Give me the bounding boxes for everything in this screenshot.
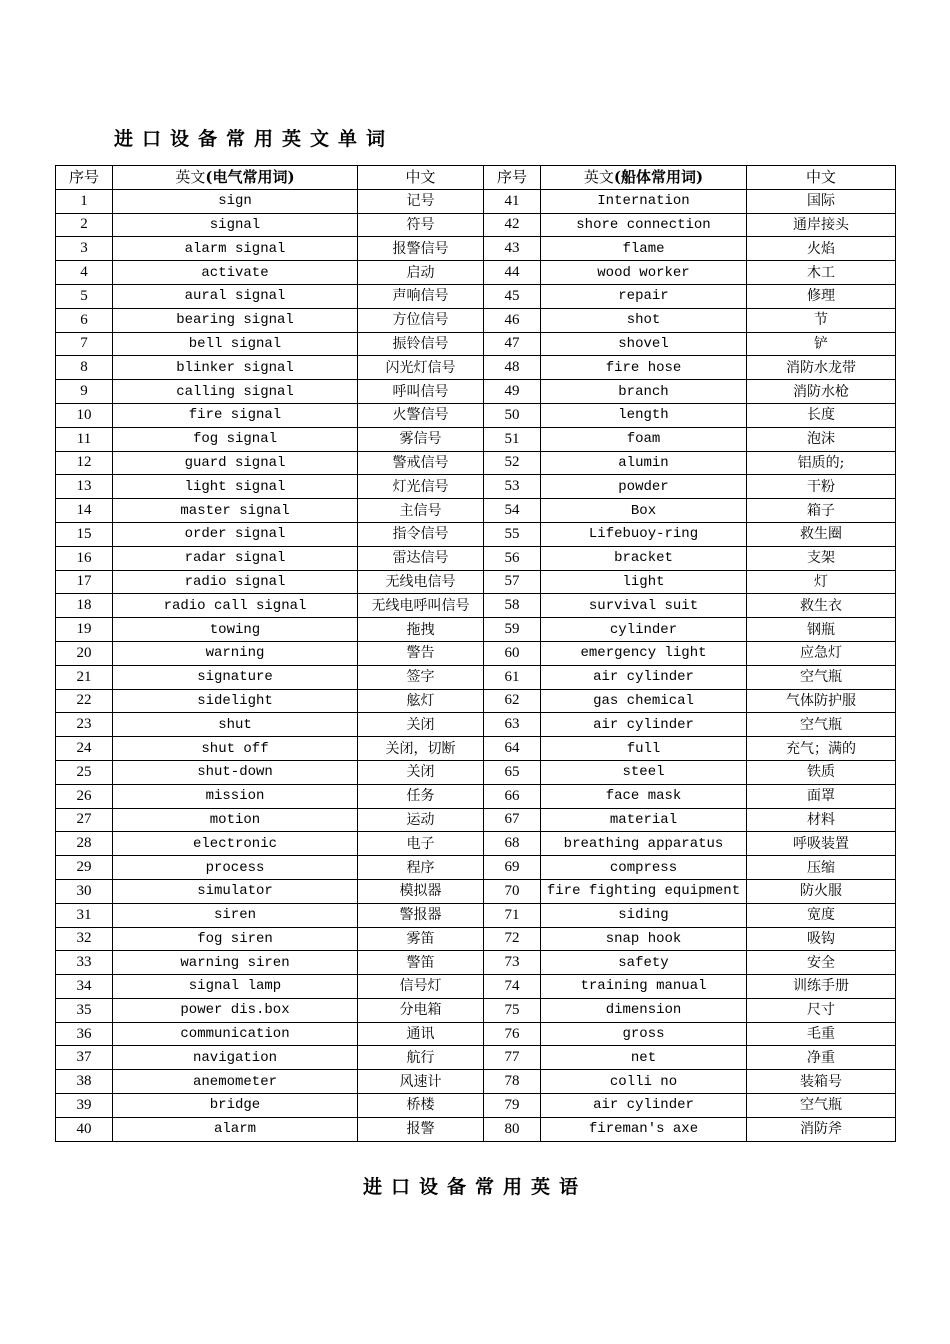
english-term-cell: sidelight [113,689,358,713]
chinese-term-cell: 火警信号 [358,403,484,427]
chinese-term-cell: 启动 [358,261,484,285]
english-term-cell: motion [113,808,358,832]
chinese-term-cell: 木工 [747,261,896,285]
index-cell: 48 [484,356,541,380]
chinese-term-cell: 通讯 [358,1022,484,1046]
english-term-cell: emergency light [541,641,747,665]
english-term-cell: towing [113,618,358,642]
chinese-term-cell: 航行 [358,1046,484,1070]
index-cell: 12 [56,451,113,475]
chinese-term-cell: 面罩 [747,784,896,808]
index-cell: 68 [484,832,541,856]
index-cell: 39 [56,1094,113,1118]
index-cell: 38 [56,1070,113,1094]
header-chinese-right: 中文 [747,166,896,190]
index-cell: 79 [484,1094,541,1118]
chinese-term-cell: 程序 [358,856,484,880]
english-term-cell: simulator [113,879,358,903]
chinese-term-cell: 符号 [358,213,484,237]
english-term-cell: branch [541,380,747,404]
chinese-term-cell: 净重 [747,1046,896,1070]
chinese-term-cell: 关闭，切断 [358,737,484,761]
index-cell: 15 [56,522,113,546]
table-row [56,618,896,642]
table-row [56,475,896,499]
index-cell: 16 [56,546,113,570]
index-cell: 72 [484,927,541,951]
index-cell: 31 [56,903,113,927]
table-row [56,546,896,570]
english-term-cell: mission [113,784,358,808]
english-term-cell: power dis.box [113,998,358,1022]
table-row [56,284,896,308]
chinese-term-cell: 干粉 [747,475,896,499]
index-cell: 11 [56,427,113,451]
english-term-cell: fire fighting equipment [541,879,747,903]
table-row [56,213,896,237]
english-term-cell: fire signal [113,403,358,427]
table-row [56,1070,896,1094]
table-row [56,594,896,618]
chinese-term-cell: 泡沫 [747,427,896,451]
chinese-term-cell: 铝质的; [747,451,896,475]
index-cell: 63 [484,713,541,737]
index-cell: 36 [56,1022,113,1046]
index-cell: 1 [56,189,113,213]
index-cell: 73 [484,951,541,975]
chinese-term-cell: 关闭 [358,713,484,737]
table-row [56,784,896,808]
english-term-cell: sign [113,189,358,213]
chinese-term-cell: 国际 [747,189,896,213]
english-term-cell: bearing signal [113,308,358,332]
english-term-cell: gas chemical [541,689,747,713]
english-term-cell: signature [113,665,358,689]
english-term-cell: fog signal [113,427,358,451]
chinese-term-cell: 空气瓶 [747,713,896,737]
english-term-cell: Box [541,499,747,523]
english-term-cell: blinker signal [113,356,358,380]
index-cell: 67 [484,808,541,832]
english-term-cell: signal lamp [113,975,358,999]
english-term-cell: anemometer [113,1070,358,1094]
section-title: 进口设备常用英语 [362,1176,587,1198]
chinese-term-cell: 救生圈 [747,522,896,546]
english-term-cell: radio call signal [113,594,358,618]
table-row [56,808,896,832]
index-cell: 19 [56,618,113,642]
english-term-cell: safety [541,951,747,975]
english-term-cell: fog siren [113,927,358,951]
english-term-cell: alumin [541,451,747,475]
index-cell: 59 [484,618,541,642]
chinese-term-cell: 钢瓶 [747,618,896,642]
table-row [56,403,896,427]
english-term-cell: electronic [113,832,358,856]
index-cell: 57 [484,570,541,594]
english-term-cell: steel [541,760,747,784]
index-cell: 30 [56,879,113,903]
english-term-cell: radar signal [113,546,358,570]
chinese-term-cell: 电子 [358,832,484,856]
header-english-hull-note: (船体常用词) [613,167,704,186]
table-header-row [56,166,896,190]
index-cell: 64 [484,737,541,761]
chinese-term-cell: 长度 [747,403,896,427]
chinese-term-cell: 通岸接头 [747,213,896,237]
index-cell: 75 [484,998,541,1022]
english-term-cell: bell signal [113,332,358,356]
chinese-term-cell: 桥楼 [358,1094,484,1118]
index-cell: 9 [56,380,113,404]
english-term-cell: shovel [541,332,747,356]
chinese-term-cell: 呼吸装置 [747,832,896,856]
chinese-term-cell: 无线电呼叫信号 [358,594,484,618]
table-row [56,832,896,856]
chinese-term-cell: 警报器 [358,903,484,927]
index-cell: 74 [484,975,541,999]
index-cell: 51 [484,427,541,451]
chinese-term-cell: 材料 [747,808,896,832]
english-term-cell: powder [541,475,747,499]
chinese-term-cell: 指令信号 [358,522,484,546]
english-term-cell: communication [113,1022,358,1046]
chinese-term-cell: 箱子 [747,499,896,523]
table-row [56,570,896,594]
table-row [56,1094,896,1118]
chinese-term-cell: 火焰 [747,237,896,261]
index-cell: 50 [484,403,541,427]
table-row [56,1117,896,1141]
table-row [56,499,896,523]
index-cell: 49 [484,380,541,404]
index-cell: 44 [484,261,541,285]
english-term-cell: calling signal [113,380,358,404]
index-cell: 32 [56,927,113,951]
english-term-cell: warning siren [113,951,358,975]
english-term-cell: master signal [113,499,358,523]
chinese-term-cell: 雾笛 [358,927,484,951]
english-term-cell: foam [541,427,747,451]
chinese-term-cell: 运动 [358,808,484,832]
chinese-term-cell: 分电箱 [358,998,484,1022]
english-term-cell: guard signal [113,451,358,475]
english-term-cell: snap hook [541,927,747,951]
chinese-term-cell: 装箱号 [747,1070,896,1094]
english-term-cell: light signal [113,475,358,499]
table-row [56,641,896,665]
table-row [56,332,896,356]
index-cell: 77 [484,1046,541,1070]
header-english-electric-prefix: 英文 [175,167,206,186]
index-cell: 25 [56,760,113,784]
english-term-cell: training manual [541,975,747,999]
index-cell: 52 [484,451,541,475]
english-term-cell: alarm [113,1117,358,1141]
index-cell: 69 [484,856,541,880]
index-cell: 35 [56,998,113,1022]
index-cell: 20 [56,641,113,665]
header-english-electric-note: (电气常用词) [205,167,295,186]
chinese-term-cell: 签字 [358,665,484,689]
english-term-cell: breathing apparatus [541,832,747,856]
index-cell: 80 [484,1117,541,1141]
index-cell: 2 [56,213,113,237]
index-cell: 53 [484,475,541,499]
english-term-cell: process [113,856,358,880]
index-cell: 17 [56,570,113,594]
table-row [56,689,896,713]
english-term-cell: survival suit [541,594,747,618]
table-row [56,927,896,951]
english-term-cell: siding [541,903,747,927]
chinese-term-cell: 充气；满的 [747,737,896,761]
index-cell: 10 [56,403,113,427]
index-cell: 34 [56,975,113,999]
index-cell: 76 [484,1022,541,1046]
header-english-electric [113,166,358,190]
chinese-term-cell: 呼叫信号 [358,380,484,404]
table-row [56,237,896,261]
chinese-term-cell: 尺寸 [747,998,896,1022]
chinese-term-cell: 节 [747,308,896,332]
english-term-cell: fireman's axe [541,1117,747,1141]
index-cell: 78 [484,1070,541,1094]
chinese-term-cell: 支架 [747,546,896,570]
chinese-term-cell: 任务 [358,784,484,808]
index-cell: 23 [56,713,113,737]
english-term-cell: aural signal [113,284,358,308]
chinese-term-cell: 雷达信号 [358,546,484,570]
chinese-term-cell: 警告 [358,641,484,665]
english-term-cell: bracket [541,546,747,570]
index-cell: 66 [484,784,541,808]
table-row [56,356,896,380]
english-term-cell: fire hose [541,356,747,380]
header-index-right: 序号 [484,166,541,190]
index-cell: 42 [484,213,541,237]
index-cell: 6 [56,308,113,332]
chinese-term-cell: 记号 [358,189,484,213]
table-row [56,308,896,332]
table-row [56,427,896,451]
document-title: 进口设备常用英文单词 [114,128,395,150]
chinese-term-cell: 雾信号 [358,427,484,451]
table-row [56,451,896,475]
table-row [56,737,896,761]
chinese-term-cell: 关闭 [358,760,484,784]
index-cell: 54 [484,499,541,523]
index-cell: 27 [56,808,113,832]
index-cell: 55 [484,522,541,546]
index-cell: 24 [56,737,113,761]
chinese-term-cell: 训练手册 [747,975,896,999]
chinese-term-cell: 消防斧 [747,1117,896,1141]
table-row [56,189,896,213]
english-term-cell: shut off [113,737,358,761]
english-term-cell: dimension [541,998,747,1022]
chinese-term-cell: 风速计 [358,1070,484,1094]
table-row [56,951,896,975]
chinese-term-cell: 模拟器 [358,879,484,903]
english-term-cell: flame [541,237,747,261]
english-term-cell: bridge [113,1094,358,1118]
index-cell: 61 [484,665,541,689]
index-cell: 21 [56,665,113,689]
index-cell: 8 [56,356,113,380]
english-term-cell: wood worker [541,261,747,285]
chinese-term-cell: 警笛 [358,951,484,975]
english-term-cell: colli no [541,1070,747,1094]
chinese-term-cell: 主信号 [358,499,484,523]
english-term-cell: radio signal [113,570,358,594]
table-row [56,713,896,737]
english-term-cell: net [541,1046,747,1070]
header-chinese-left: 中文 [358,166,484,190]
table-row [56,1046,896,1070]
english-term-cell: face mask [541,784,747,808]
index-cell: 56 [484,546,541,570]
table-row [56,261,896,285]
chinese-term-cell: 空气瓶 [747,1094,896,1118]
chinese-term-cell: 报警信号 [358,237,484,261]
english-term-cell: compress [541,856,747,880]
index-cell: 3 [56,237,113,261]
chinese-term-cell: 防火服 [747,879,896,903]
chinese-term-cell: 毛重 [747,1022,896,1046]
table-row [56,760,896,784]
english-term-cell: length [541,403,747,427]
chinese-term-cell: 铁质 [747,760,896,784]
index-cell: 4 [56,261,113,285]
english-term-cell: shore connection [541,213,747,237]
index-cell: 71 [484,903,541,927]
english-term-cell: light [541,570,747,594]
english-term-cell: air cylinder [541,665,747,689]
chinese-term-cell: 气体防护服 [747,689,896,713]
table-row [56,1022,896,1046]
index-cell: 37 [56,1046,113,1070]
table-row [56,879,896,903]
chinese-term-cell: 修理 [747,284,896,308]
table-row [56,856,896,880]
index-cell: 22 [56,689,113,713]
english-term-cell: material [541,808,747,832]
english-term-cell: gross [541,1022,747,1046]
english-term-cell: air cylinder [541,1094,747,1118]
chinese-term-cell: 救生衣 [747,594,896,618]
english-term-cell: Internation [541,189,747,213]
index-cell: 13 [56,475,113,499]
index-cell: 14 [56,499,113,523]
chinese-term-cell: 宽度 [747,903,896,927]
index-cell: 7 [56,332,113,356]
chinese-term-cell: 空气瓶 [747,665,896,689]
table-row [56,522,896,546]
english-term-cell: navigation [113,1046,358,1070]
chinese-term-cell: 压缩 [747,856,896,880]
english-term-cell: siren [113,903,358,927]
chinese-term-cell: 信号灯 [358,975,484,999]
chinese-term-cell: 拖拽 [358,618,484,642]
chinese-term-cell: 警戒信号 [358,451,484,475]
index-cell: 45 [484,284,541,308]
index-cell: 60 [484,641,541,665]
english-term-cell: air cylinder [541,713,747,737]
english-term-cell: alarm signal [113,237,358,261]
index-cell: 46 [484,308,541,332]
chinese-term-cell: 吸钩 [747,927,896,951]
english-term-cell: shut [113,713,358,737]
vocabulary-table [55,165,896,1142]
table-row [56,903,896,927]
chinese-term-cell: 无线电信号 [358,570,484,594]
index-cell: 26 [56,784,113,808]
table-row [56,975,896,999]
index-cell: 43 [484,237,541,261]
chinese-term-cell: 报警 [358,1117,484,1141]
chinese-term-cell: 灯光信号 [358,475,484,499]
chinese-term-cell: 应急灯 [747,641,896,665]
english-term-cell: order signal [113,522,358,546]
chinese-term-cell: 消防水龙带 [747,356,896,380]
english-term-cell: cylinder [541,618,747,642]
index-cell: 58 [484,594,541,618]
chinese-term-cell: 舷灯 [358,689,484,713]
index-cell: 5 [56,284,113,308]
chinese-term-cell: 振铃信号 [358,332,484,356]
table-row [56,380,896,404]
english-term-cell: Lifebuoy-ring [541,522,747,546]
index-cell: 41 [484,189,541,213]
index-cell: 29 [56,856,113,880]
index-cell: 33 [56,951,113,975]
index-cell: 62 [484,689,541,713]
english-term-cell: full [541,737,747,761]
header-index-left: 序号 [56,166,113,190]
index-cell: 28 [56,832,113,856]
index-cell: 47 [484,332,541,356]
english-term-cell: activate [113,261,358,285]
english-term-cell: signal [113,213,358,237]
index-cell: 40 [56,1117,113,1141]
chinese-term-cell: 灯 [747,570,896,594]
chinese-term-cell: 方位信号 [358,308,484,332]
chinese-term-cell: 安全 [747,951,896,975]
table-row [56,998,896,1022]
index-cell: 65 [484,760,541,784]
index-cell: 70 [484,879,541,903]
english-term-cell: shut-down [113,760,358,784]
chinese-term-cell: 声响信号 [358,284,484,308]
english-term-cell: warning [113,641,358,665]
chinese-term-cell: 消防水枪 [747,380,896,404]
english-term-cell: repair [541,284,747,308]
chinese-term-cell: 铲 [747,332,896,356]
chinese-term-cell: 闪光灯信号 [358,356,484,380]
table-body [56,189,896,1141]
table-row [56,665,896,689]
header-english-hull [541,166,747,190]
english-term-cell: shot [541,308,747,332]
index-cell: 18 [56,594,113,618]
header-english-hull-prefix: 英文 [583,167,614,186]
